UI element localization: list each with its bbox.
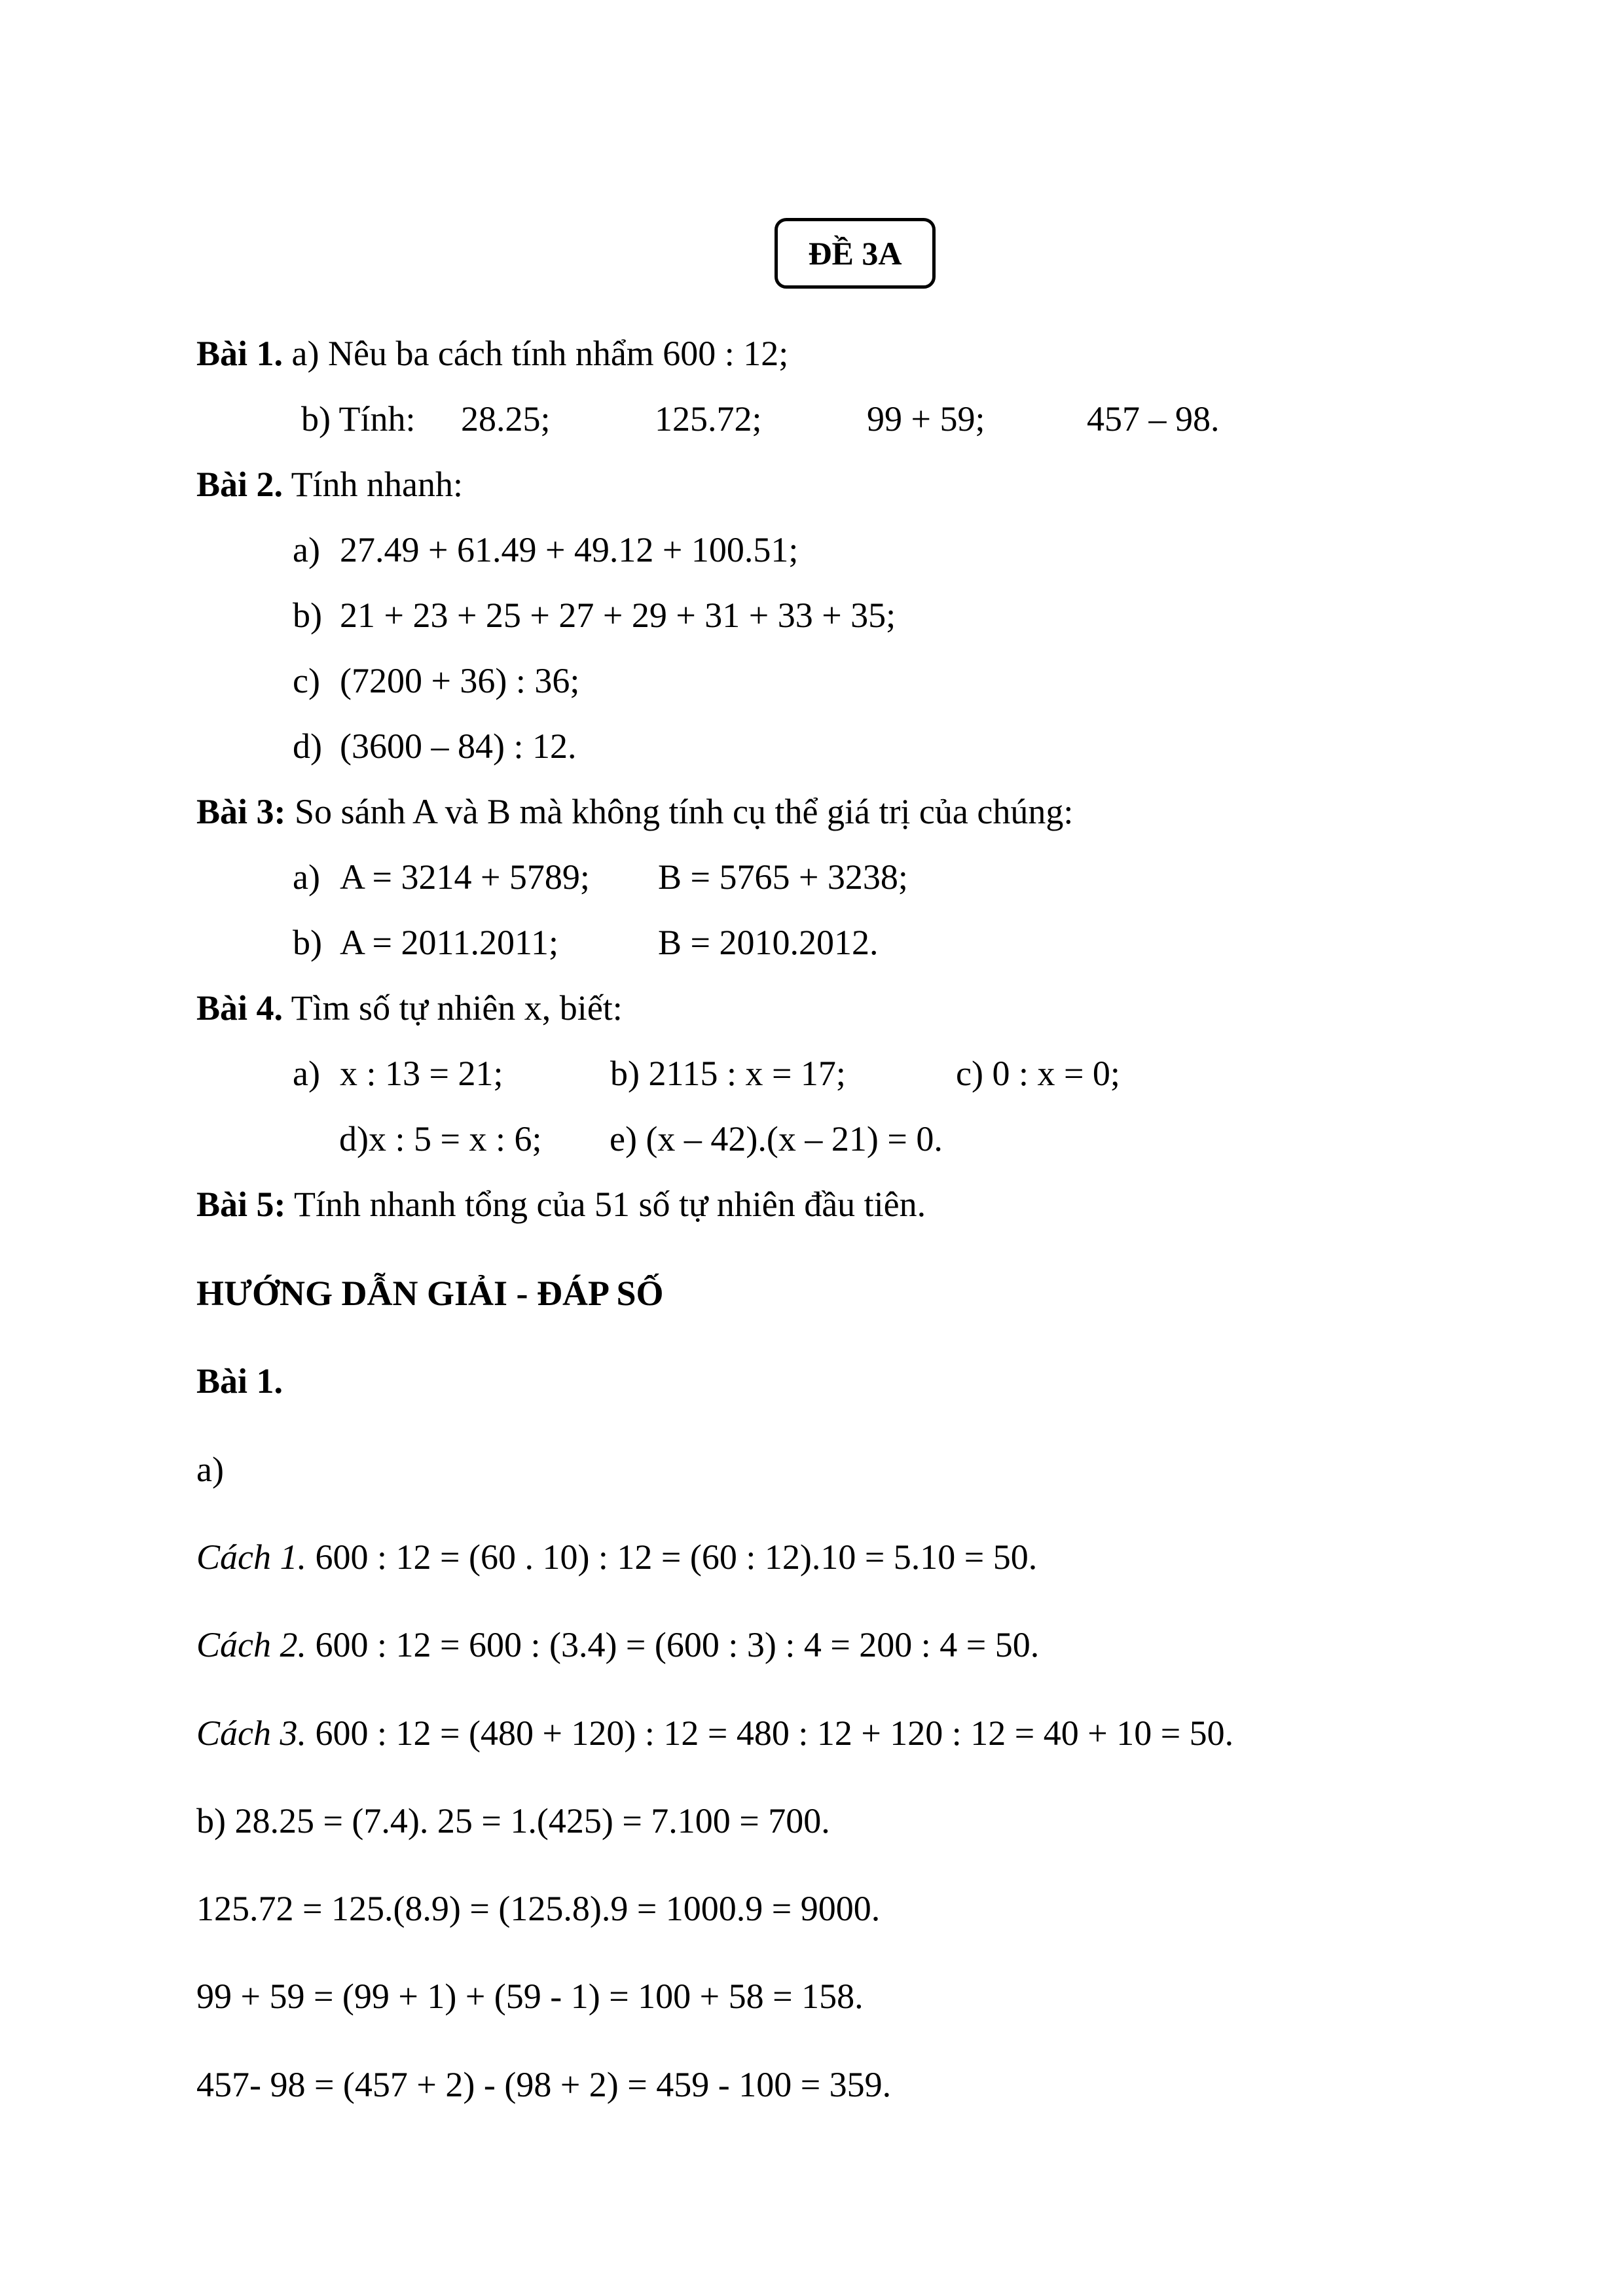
method-line	[196, 1624, 1039, 1666]
item-text: 27.49 + 61.49 + 49.12 + 100.51;	[340, 530, 799, 569]
bai4-label: Bài 4.	[196, 988, 283, 1028]
method-label: Cách 2.	[196, 1625, 306, 1664]
item-letter: a)	[293, 1054, 320, 1093]
item-text: (3600 – 84) : 12.	[340, 726, 577, 766]
item-A: A = 3214 + 5789;	[340, 857, 590, 897]
bai4-e: e) (x – 42).(x – 21) = 0.	[610, 1119, 943, 1158]
bai3-label: Bài 3:	[196, 792, 286, 831]
method-text: 600 : 12 = 600 : (3.4) = (600 : 3) : 4 = 200 : 4 = 50.	[315, 1625, 1040, 1664]
bai4-d: d)x : 5 = x : 6;	[339, 1119, 542, 1158]
bai4-heading	[196, 987, 623, 1029]
solution-bai1-label: Bài 1.	[196, 1361, 283, 1401]
bai1-b-label: b) Tính:	[301, 399, 416, 439]
item-text: 21 + 23 + 25 + 27 + 29 + 31 + 33 + 35;	[340, 596, 896, 635]
exam-title: ĐỀ 3A	[775, 218, 936, 289]
bai5-line	[196, 1183, 926, 1225]
bai1-b-item: 125.72;	[655, 399, 762, 439]
item-letter: c)	[293, 661, 320, 700]
bai1-a-text: a) Nêu ba cách tính nhẩm 600 : 12;	[291, 334, 789, 373]
item-letter: d)	[293, 726, 322, 766]
bai2-text: Tính nhanh:	[291, 465, 464, 504]
part-b-line: 457- 98 = (457 + 2) - (98 + 2) = 459 - 100 = 359.	[196, 2065, 892, 2104]
bai1-line-a	[196, 332, 788, 374]
method-label: Cách 3.	[196, 1713, 306, 1753]
bai4-c: c) 0 : x = 0;	[956, 1054, 1120, 1093]
method-text: 600 : 12 = (480 + 120) : 12 = 480 : 12 + 120 : 12 = 40 + 10 = 50.	[315, 1713, 1234, 1753]
item-letter: a)	[293, 857, 320, 897]
method-label: Cách 1.	[196, 1537, 306, 1577]
item-letter: b)	[293, 596, 322, 635]
bai4-text: Tìm số tự nhiên x, biết:	[291, 988, 623, 1028]
part-b-line: 99 + 59 = (99 + 1) + (59 - 1) = 100 + 58 = 158.	[196, 1977, 864, 2016]
bai4-a: x : 13 = 21;	[340, 1054, 503, 1093]
bai3-heading	[196, 791, 1073, 833]
solution-heading: HƯỚNG DẪN GIẢI - ĐÁP SỐ	[196, 1274, 664, 1313]
bai1-label: Bài 1.	[196, 334, 283, 373]
bai2-label: Bài 2.	[196, 465, 283, 504]
method-text: 600 : 12 = (60 . 10) : 12 = (60 : 12).10 = 5.10 = 50.	[315, 1537, 1038, 1577]
item-letter: a)	[293, 530, 320, 569]
item-B: B = 5765 + 3238;	[658, 857, 908, 897]
method-line	[196, 1712, 1233, 1754]
item-text: (7200 + 36) : 36;	[340, 661, 580, 700]
bai1-b-item: 28.25;	[461, 399, 551, 439]
bai2-heading	[196, 463, 463, 505]
part-b-line: b) 28.25 = (7.4). 25 = 1.(425) = 7.100 = 700.	[196, 1801, 830, 1840]
item-B: B = 2010.2012.	[658, 923, 879, 962]
solution-part-a: a)	[196, 1450, 224, 1489]
bai3-text: So sánh A và B mà không tính cụ thể giá trị của chúng:	[295, 792, 1074, 831]
bai1-b-item: 99 + 59;	[867, 399, 985, 439]
bai1-b-item: 457 – 98.	[1087, 399, 1220, 439]
bai5-label: Bài 5:	[196, 1185, 286, 1224]
item-A: A = 2011.2011;	[340, 923, 558, 962]
part-b-line: 125.72 = 125.(8.9) = (125.8).9 = 1000.9 = 9000.	[196, 1889, 881, 1928]
bai5-text: Tính nhanh tổng của 51 số tự nhiên đầu tiên.	[294, 1185, 926, 1224]
item-letter: b)	[293, 923, 322, 962]
method-line	[196, 1536, 1037, 1578]
bai4-b: b) 2115 : x = 17;	[610, 1054, 846, 1093]
